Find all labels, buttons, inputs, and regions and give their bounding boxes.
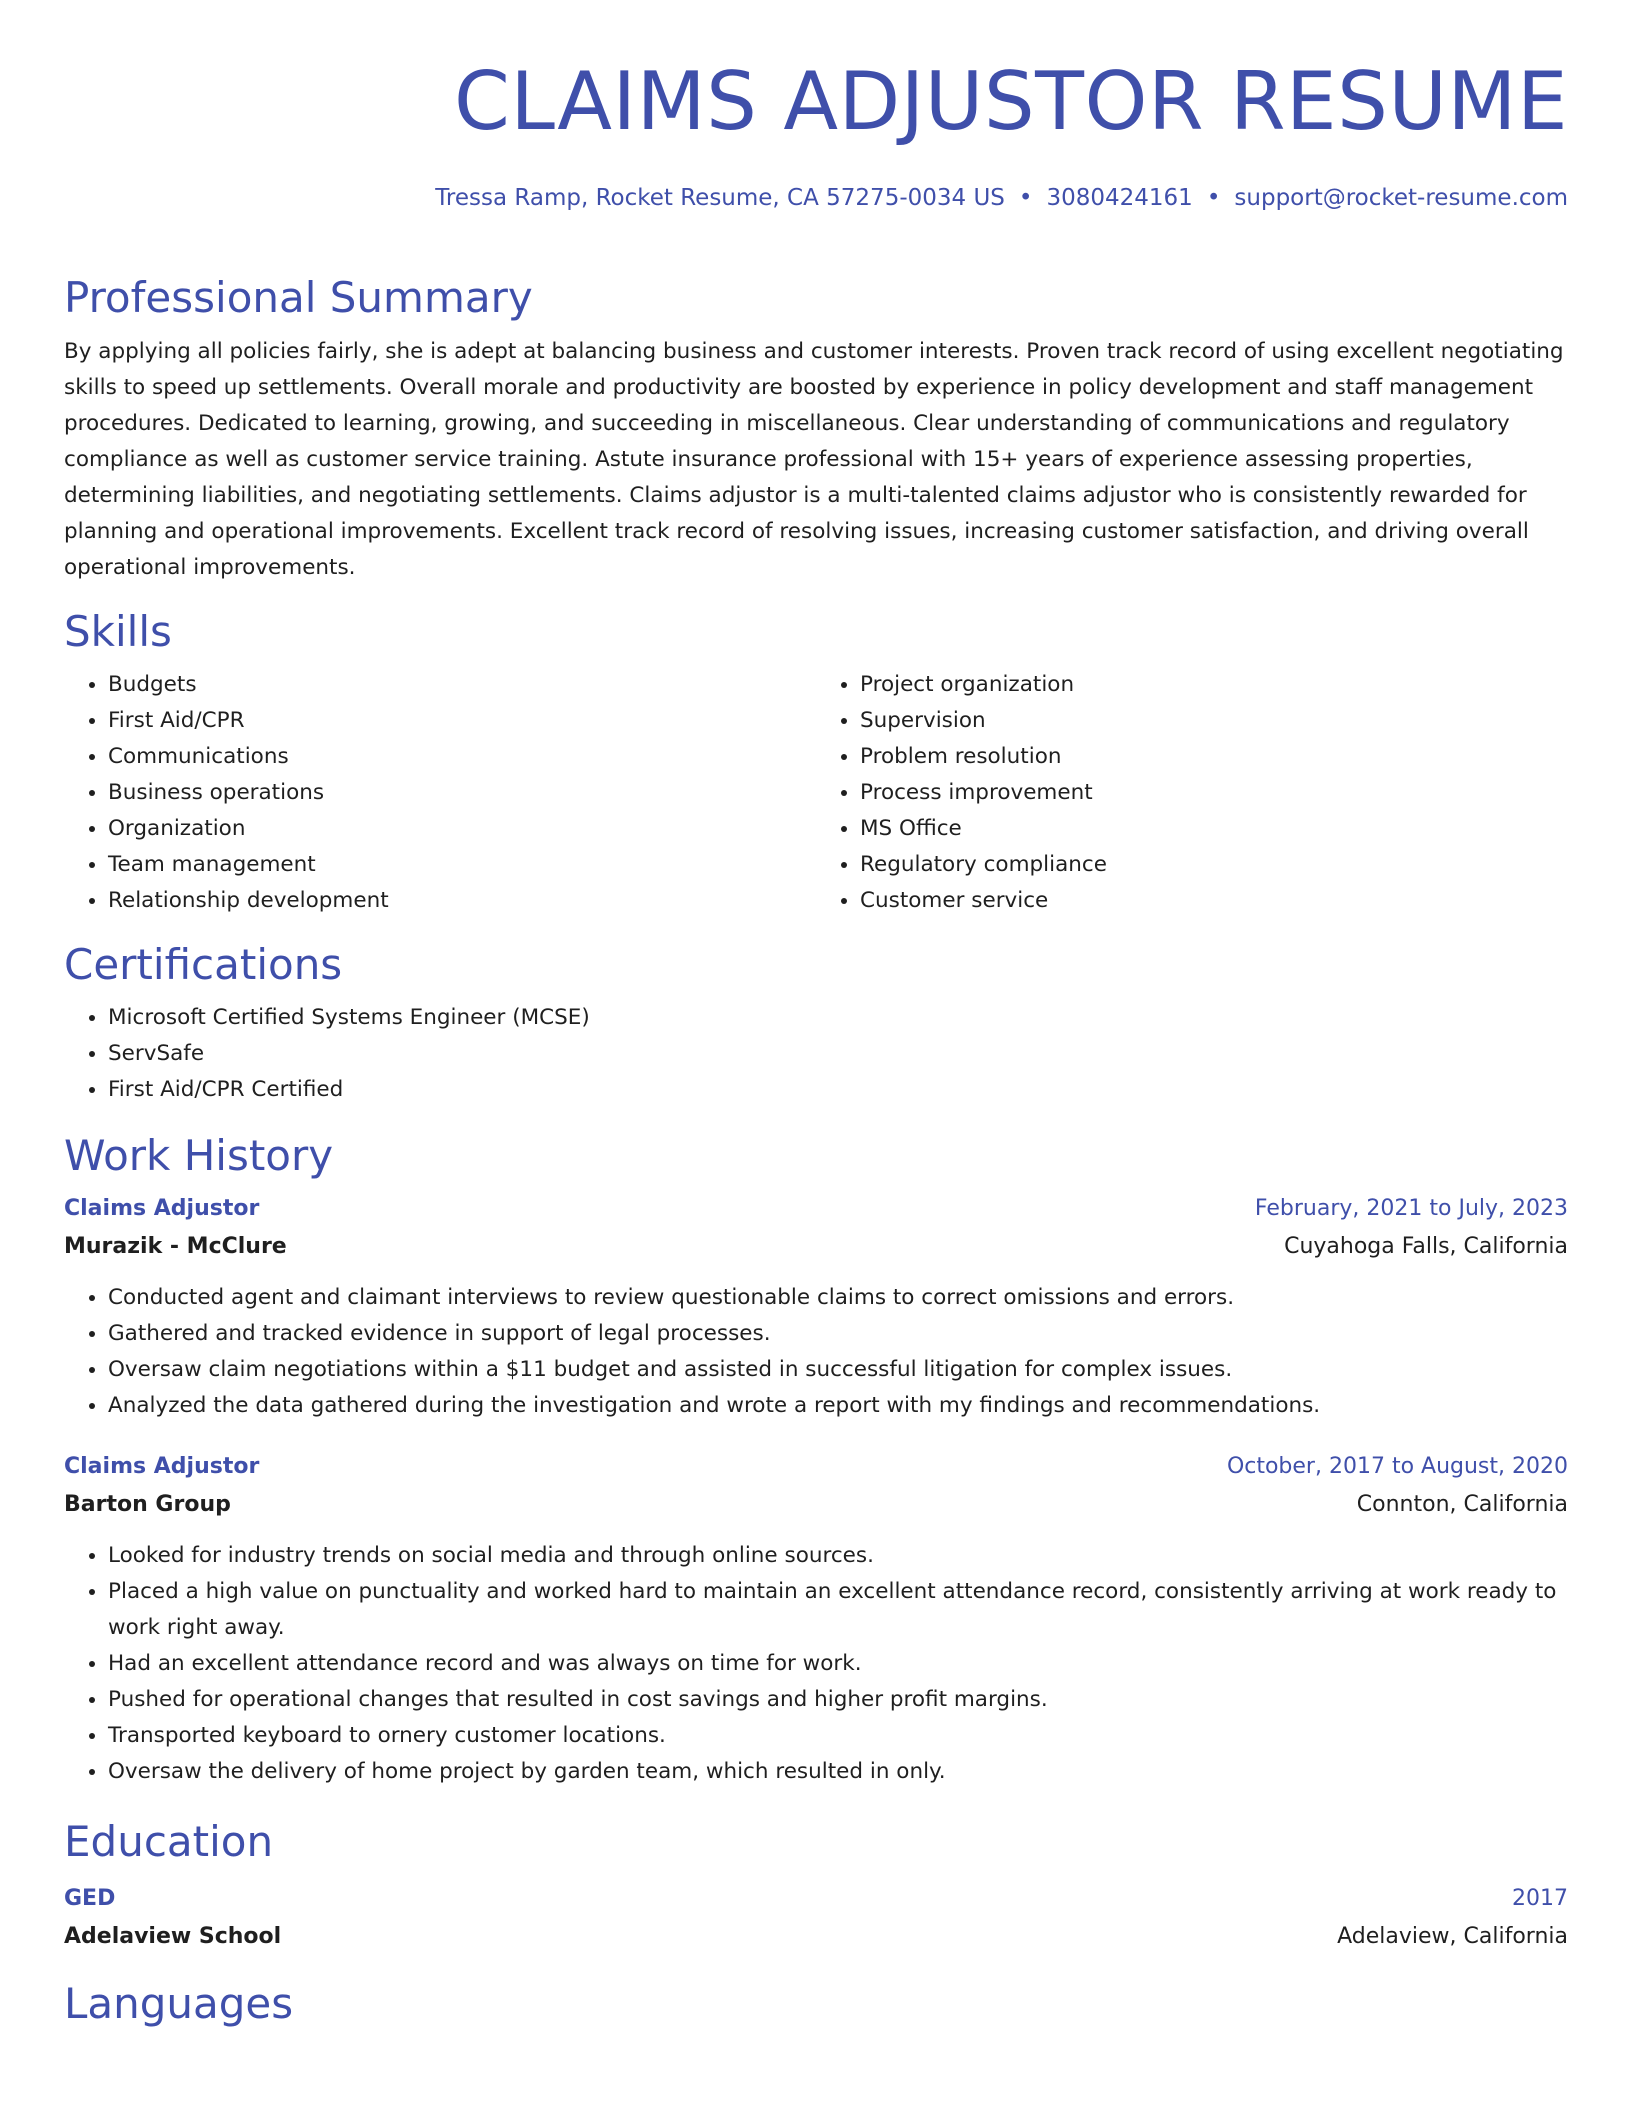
list-item: • Business operations bbox=[108, 775, 816, 811]
list-item: • Organization bbox=[108, 811, 816, 847]
job-entry bbox=[64, 1448, 1568, 1790]
list-item: • Problem resolution bbox=[860, 739, 1568, 775]
section-heading-languages: Languages bbox=[64, 1979, 294, 2028]
section-heading-skills: Skills bbox=[64, 607, 172, 656]
job-location: Cuyahoga Falls, California bbox=[1284, 1234, 1568, 1259]
education-year: 2017 bbox=[1512, 1886, 1568, 1911]
section-heading-summary: Professional Summary bbox=[64, 273, 533, 322]
certifications-list bbox=[64, 1000, 1568, 1108]
job-bullets bbox=[64, 1538, 1568, 1790]
resume-title: CLAIMS ADJUSTOR RESUME bbox=[454, 55, 1568, 148]
job-location: Connton, California bbox=[1356, 1492, 1568, 1517]
education-school: Adelaview School bbox=[64, 1924, 282, 1949]
list-item: • Had an excellent attendance record and was always on time for work. bbox=[108, 1646, 1568, 1682]
education-header bbox=[64, 1880, 1568, 1918]
list-item: • Placed a high value on punctuality and worked hard to maintain an excellent attendance record, consistently arriving at work ready to work right away. bbox=[108, 1574, 1568, 1646]
list-item: • Oversaw claim negotiations within a $11 budget and assisted in successful litigation for complex issues. bbox=[108, 1352, 1568, 1388]
list-item: • Project organization bbox=[860, 667, 1568, 703]
skills-grid bbox=[64, 667, 1568, 919]
contact-separator: • bbox=[1206, 185, 1221, 211]
job-entry bbox=[64, 1190, 1568, 1424]
list-item: • Communications bbox=[108, 739, 816, 775]
job-company: Barton Group bbox=[64, 1492, 231, 1517]
list-item: • Supervision bbox=[860, 703, 1568, 739]
education-location: Adelaview, California bbox=[1337, 1924, 1568, 1949]
section-heading-work-history: Work History bbox=[64, 1131, 334, 1180]
education-entry bbox=[64, 1880, 1568, 1956]
list-item: • Customer service bbox=[860, 883, 1568, 919]
list-item: • Relationship development bbox=[108, 883, 816, 919]
list-item: • MS Office bbox=[860, 811, 1568, 847]
summary-text: By applying all policies fairly, she is adept at balancing business and customer interests. Proven track record of using excellent negotiating skills to speed up settlements. Overall morale and productivity are boosted by experience in policy development and staff management procedures. Dedicated to learning, growing, and succeeding in miscellaneous. Clear understanding of communications and regulatory compliance as well as customer service training. Astute insurance professional with 15+ years of experience assessing properties, determining liabilities, and negotiating settlements. Claims adjustor is a multi-talented claims adjustor who is consistently rewarded for planning and operational improvements. Excellent track record of resolving issues, increasing customer satisfaction, and driving overall operational improvements. bbox=[64, 339, 1564, 580]
list-item: • Budgets bbox=[108, 667, 816, 703]
list-item: • Process improvement bbox=[860, 775, 1568, 811]
list-item: • Team management bbox=[108, 847, 816, 883]
job-dates: February, 2021 to July, 2023 bbox=[1254, 1196, 1568, 1221]
skills-list-left bbox=[64, 667, 816, 919]
list-item: • First Aid/CPR bbox=[108, 703, 816, 739]
job-bullets bbox=[64, 1280, 1568, 1424]
education-degree: GED bbox=[64, 1886, 116, 1911]
list-item: • ServSafe bbox=[108, 1036, 1568, 1072]
job-header bbox=[64, 1190, 1568, 1228]
job-subheader bbox=[64, 1486, 1568, 1524]
section-heading-education: Education bbox=[64, 1817, 274, 1866]
job-subheader bbox=[64, 1228, 1568, 1266]
contact-phone[interactable]: 3080424161 bbox=[1046, 185, 1193, 211]
contact-separator: • bbox=[1018, 185, 1033, 211]
list-item: • Gathered and tracked evidence in support of legal processes. bbox=[108, 1316, 1568, 1352]
list-item: • Oversaw the delivery of home project by garden team, which resulted in only. bbox=[108, 1754, 1568, 1790]
contact-line bbox=[64, 182, 1568, 214]
list-item: • Transported keyboard to ornery customer locations. bbox=[108, 1718, 1568, 1754]
resume-page bbox=[64, 0, 1568, 2030]
list-item: • Pushed for operational changes that resulted in cost savings and higher profit margins. bbox=[108, 1682, 1568, 1718]
job-company: Murazik - McClure bbox=[64, 1234, 287, 1259]
section-heading-certifications: Certifications bbox=[64, 940, 343, 989]
list-item: • Conducted agent and claimant interviews to review questionable claims to correct omissions and errors. bbox=[108, 1280, 1568, 1316]
list-item: • First Aid/CPR Certified bbox=[108, 1072, 1568, 1108]
contact-address: Tressa Ramp, Rocket Resume, CA 57275-0034 US bbox=[435, 185, 1005, 211]
job-title: Claims Adjustor bbox=[64, 1196, 260, 1221]
list-item: • Looked for industry trends on social media and through online sources. bbox=[108, 1538, 1568, 1574]
list-item: • Microsoft Certified Systems Engineer (MCSE) bbox=[108, 1000, 1568, 1036]
list-item: • Analyzed the data gathered during the investigation and wrote a report with my findings and recommendations. bbox=[108, 1388, 1568, 1424]
contact-email[interactable]: support@rocket-resume.com bbox=[1234, 185, 1568, 211]
job-dates: October, 2017 to August, 2020 bbox=[1226, 1454, 1568, 1479]
job-title: Claims Adjustor bbox=[64, 1454, 260, 1479]
education-subheader bbox=[64, 1918, 1568, 1956]
job-header bbox=[64, 1448, 1568, 1486]
list-item: • Regulatory compliance bbox=[860, 847, 1568, 883]
skills-list-right bbox=[816, 667, 1568, 919]
